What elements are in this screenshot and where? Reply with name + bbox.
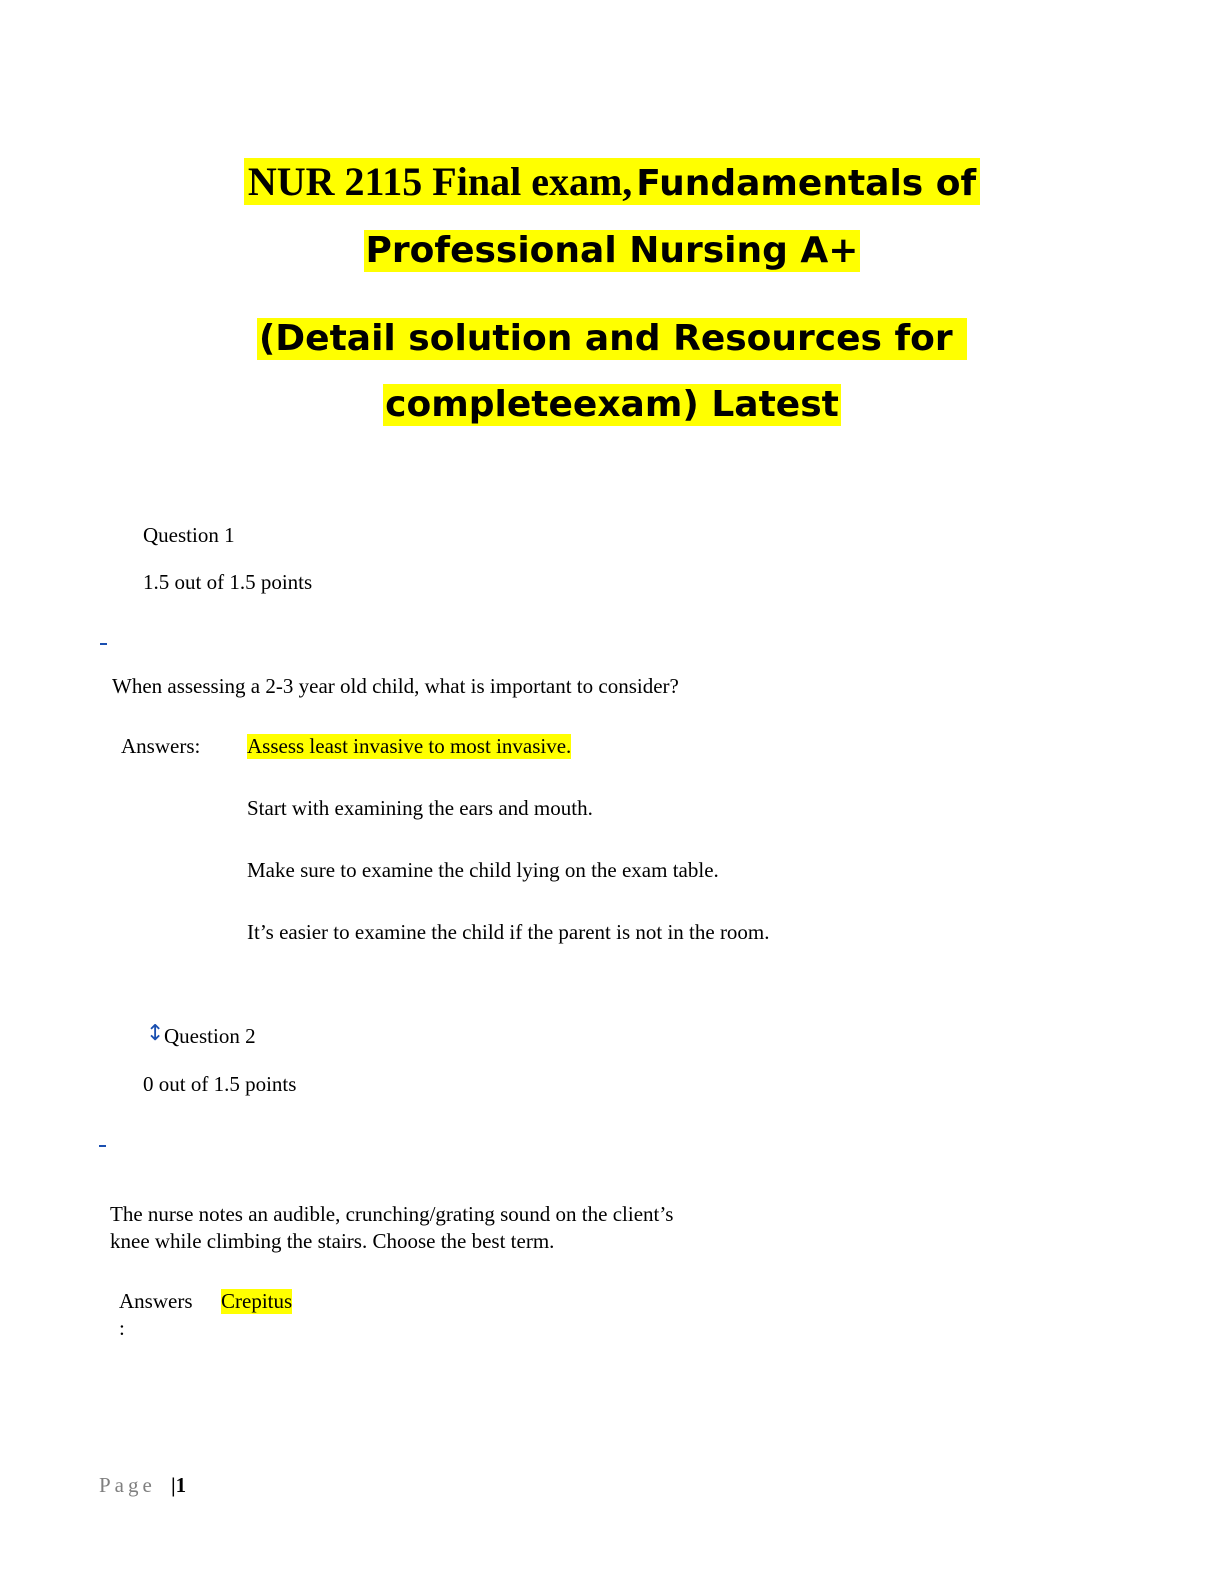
- document-title-line-4: [0, 383, 1224, 426]
- question-2-answers-label-colon: :: [119, 1316, 125, 1340]
- title-latest: completeexam) Latest: [385, 384, 839, 425]
- question-1-correct-answer: Assess least invasive to most invasive.: [247, 734, 572, 758]
- question-1-collapse-icon[interactable]: [100, 643, 107, 645]
- question-1-prompt: When assessing a 2-3 year old child, what is important to consider?: [112, 674, 679, 698]
- document-title-line-2: [0, 229, 1224, 272]
- document-title-line-1: [0, 158, 1224, 205]
- question-1-answer-option: It’s easier to examine the child if the parent is not in the room.: [247, 920, 770, 944]
- question-2-correct-answer: Crepitus: [221, 1289, 293, 1313]
- question-2-label: Question 2: [164, 1024, 256, 1048]
- question-2-points: 0 out of 1.5 points: [143, 1072, 297, 1096]
- title-detail: (Detail solution and Resources for: [258, 318, 966, 359]
- question-1-answers-label: Answers:: [121, 734, 201, 758]
- move-vertical-icon[interactable]: ↕: [146, 1021, 165, 1046]
- title-subject-start: Fundamentals of: [636, 163, 977, 204]
- footer-number: 1: [175, 1473, 187, 1497]
- question-2-answers-label: Answers: [119, 1289, 193, 1313]
- document-title-line-3: [0, 317, 1224, 360]
- question-1-points: 1.5 out of 1.5 points: [143, 570, 313, 594]
- title-subject-end: Professional Nursing A+: [365, 230, 859, 271]
- footer-page-label: Page: [99, 1473, 156, 1497]
- question-2-prompt-line-2: knee while climbing the stairs. Choose the best term.: [110, 1229, 555, 1253]
- question-1-label: Question 1: [143, 523, 235, 547]
- question-1-answer-option: Make sure to examine the child lying on the exam table.: [247, 858, 719, 882]
- question-2-prompt-line-1: The nurse notes an audible, crunching/grating sound on the client’s: [110, 1202, 674, 1226]
- footer-separator: |: [171, 1473, 176, 1497]
- question-1-answer-option: Start with examining the ears and mouth.: [247, 796, 593, 820]
- footer-page-number: [171, 1473, 186, 1498]
- question-2-collapse-icon[interactable]: [99, 1145, 106, 1147]
- title-course-code: NUR 2115 Final exam,: [247, 159, 633, 204]
